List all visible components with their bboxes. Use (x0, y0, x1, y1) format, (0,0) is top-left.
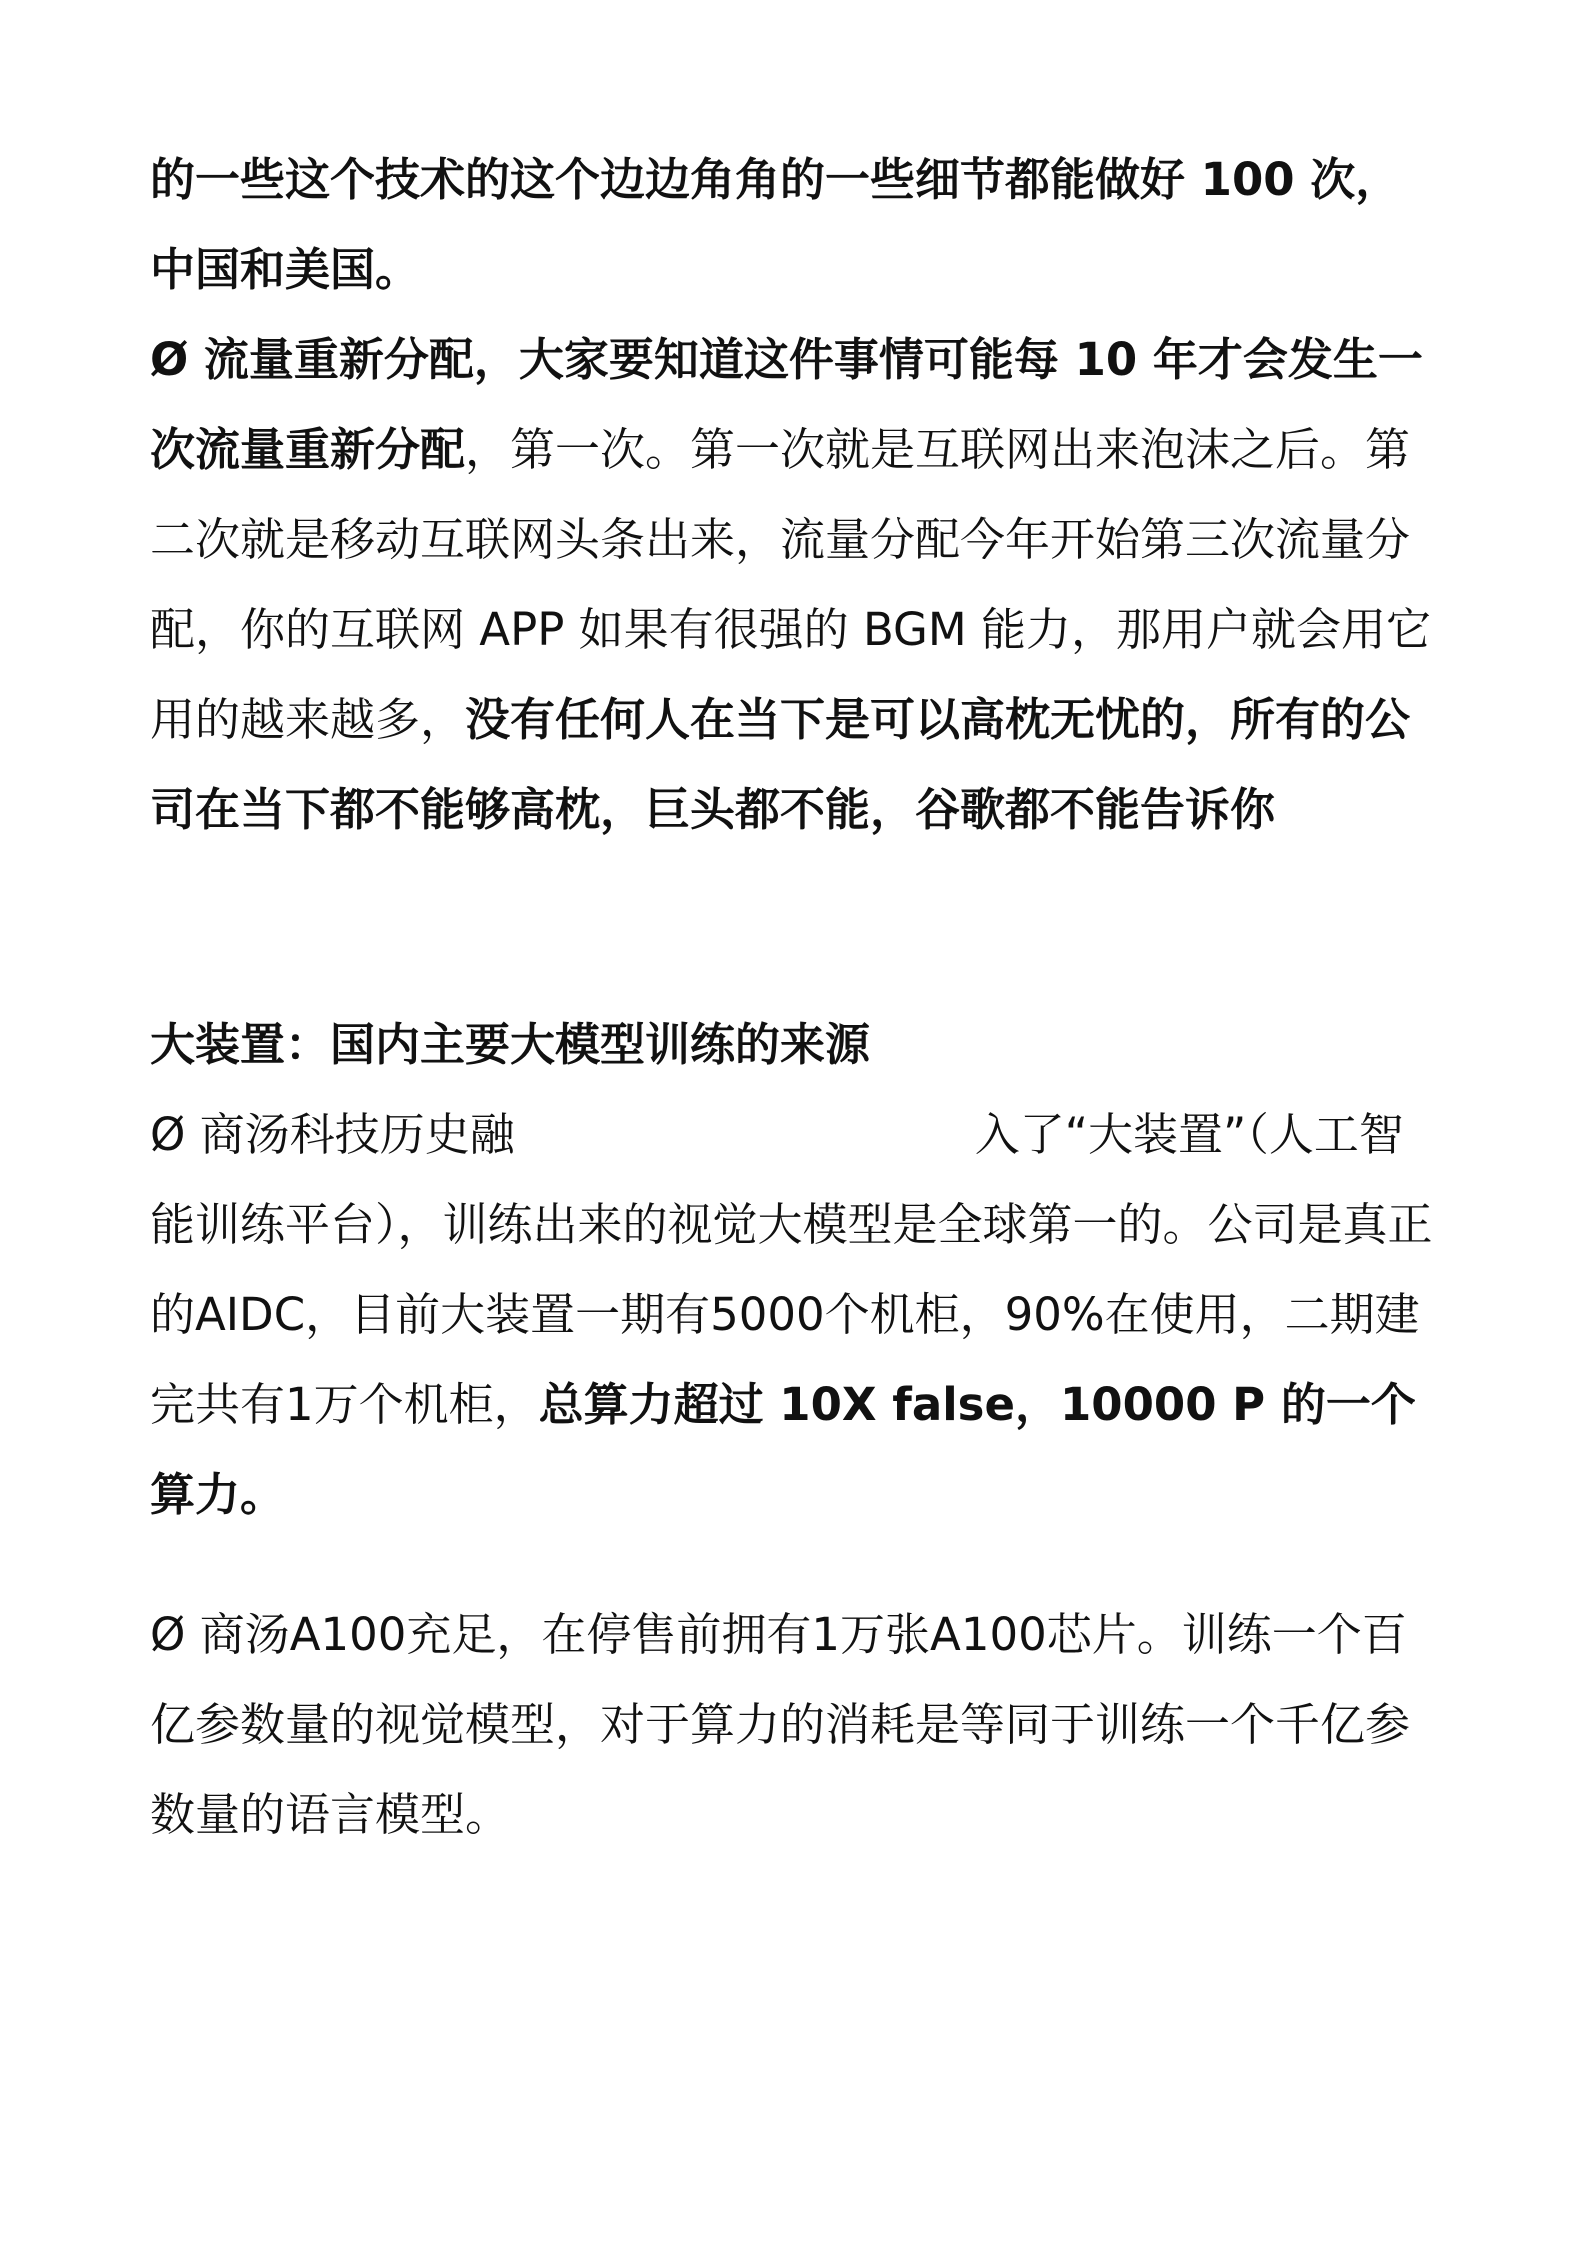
paragraph-a100 (150, 1590, 1440, 1860)
sensetime-text-a: Ø 商汤科技历史融 (150, 1108, 515, 1161)
paragraph-intro (150, 135, 1440, 315)
paragraph-sensetime (150, 1090, 1440, 1540)
intro-bold-text: 的一些这个技术的这个边边角角的一些细节都能做好 100 次，中国和美国。 (150, 153, 1401, 296)
sensetime-bold-text: 总算力超过 10X false，10000 P 的一个算力。 (150, 1378, 1416, 1521)
a100-text: Ø 商汤A100充足，在停售前拥有1万张A100芯片。训练一个百亿参数量的视觉模型，对于算力的消耗是等同于训练一个千亿参数量的语言模型。 (150, 1608, 1411, 1841)
section-heading: 大装置：国内主要大模型训练的来源 (150, 1018, 871, 1071)
paragraph-traffic (150, 315, 1440, 855)
traffic-bold-lead: Ø 流量重新分配，大家要知道这件事情可能每 10 年才会发生一次流量重新分配 (150, 333, 1423, 476)
sensetime-text-b: 入了“大装置”（人工智能训练平台），训练出来的视觉大模型是全球第一的。公司是真正的AIDC，目前大装置一期有5000个机柜，90%在使用，二期建完共有1万个机柜， (150, 1108, 1433, 1431)
traffic-bold-conclusion: 没有任何人在当下是可以高枕无忧的，所有的公司在当下都不能够高枕，巨头都不能，谷歌都不能告诉你 (150, 693, 1411, 836)
traffic-body-text: ，第一次。第一次就是互联网出来泡沫之后。第二次就是移动互联网头条出来，流量分配今年开始第三次流量分配，你的互联网 APP 如果有很强的 BGM 能力，那用户就会用它用的越来越多， (150, 423, 1432, 746)
